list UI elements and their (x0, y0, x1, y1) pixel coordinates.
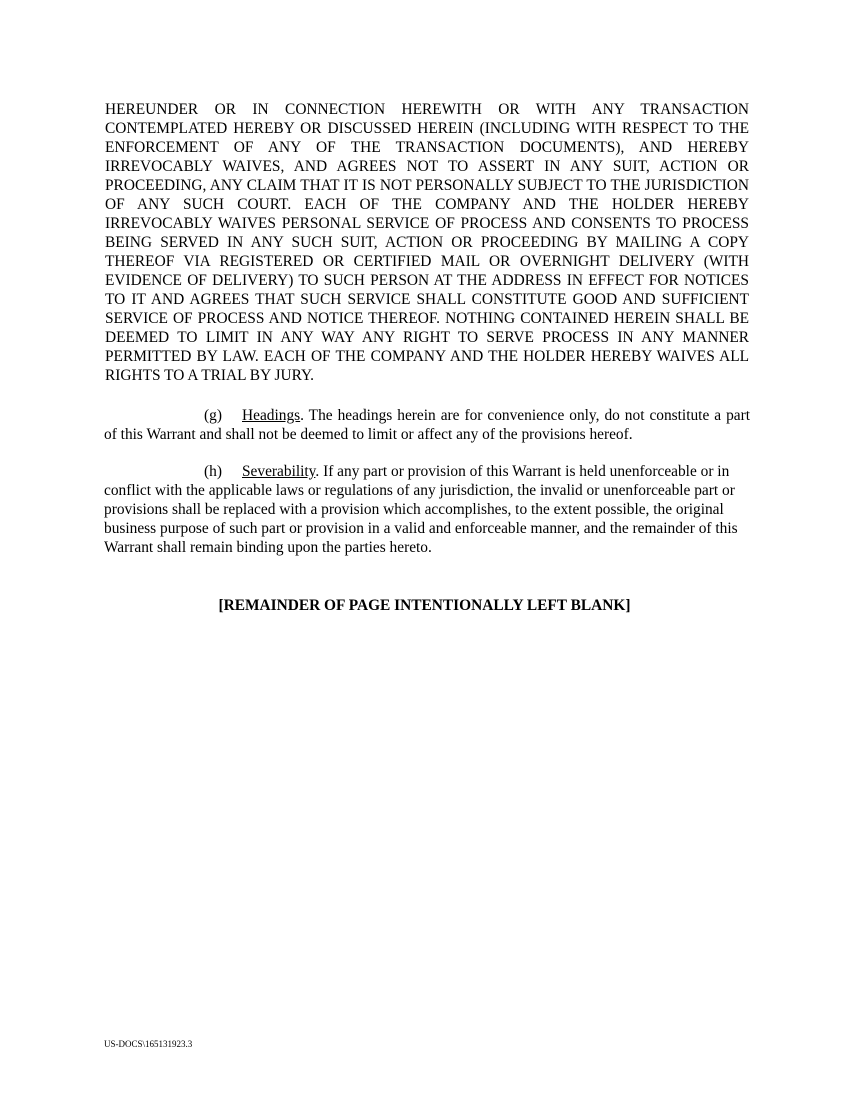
jurisdiction-waiver-paragraph: HEREUNDER OR IN CONNECTION HEREWITH OR WITH ANY TRANSACTION CONTEMPLATED HEREBY OR DISCUSSED HEREIN (INCLUDING WITH RESPECT TO THE ENFORCEMENT OF ANY OF THE TRANSACTION DOCUMENTS), AND HEREBY IRREVOCABLY WAIVES, AND AGREES NOT TO ASSERT IN ANY SUIT, ACTION OR PROCEEDING, ANY CLAIM THAT IT IS NOT PERSONALLY SUBJECT TO THE JURISDICTION OF ANY SUCH COURT. EACH OF THE COMPANY AND THE HOLDER HEREBY IRREVOCABLY WAIVES PERSONAL SERVICE OF PROCESS AND CONSENTS TO PROCESS BEING SERVED IN ANY SUCH SUIT, ACTION OR PROCEEDING BY MAILING A COPY THEREOF VIA REGISTERED OR CERTIFIED MAIL OR OVERNIGHT DELIVERY (WITH EVIDENCE OF DELIVERY) TO SUCH PERSON AT THE ADDRESS IN EFFECT FOR NOTICES TO IT AND AGREES THAT SUCH SERVICE SHALL CONSTITUTE GOOD AND SUFFICIENT SERVICE OF PROCESS AND NOTICE THEREOF. NOTHING CONTAINED HEREIN SHALL BE DEEMED TO LIMIT IN ANY WAY ANY RIGHT TO SERVE PROCESS IN ANY MANNER PERMITTED BY LAW. EACH OF THE COMPANY AND THE HOLDER HEREBY WAIVES ALL RIGHTS TO A TRIAL BY JURY. (105, 101, 749, 384)
section-g-title: Headings (242, 407, 301, 424)
remainder-blank-notice: [REMAINDER OF PAGE INTENTIONALLY LEFT BLANK] (218, 597, 631, 614)
section-g-body: . The headings herein are for convenience only, do not constitute a part of this Warrant and shall not be deemed to limit or affect any of the provisions hereof. (104, 407, 750, 443)
section-h-title: Severability (242, 463, 316, 480)
section-h-number: (h) (204, 463, 222, 480)
section-g-number: (g) (204, 407, 222, 424)
section-g-headings (104, 406, 750, 444)
footer-document-id: US-DOCS\165131923.3 (104, 1039, 193, 1049)
section-h-body: . If any part or provision of this Warrant is held unenforceable or in conflict with the applicable laws or regulations of any jurisdiction, the invalid or unenforceable part or provisions shall be replaced with a provision which accomplishes, to the extent possible, the original business purpose of such part or provision in a valid and enforceable manner, and the remainder of this Warrant shall remain binding upon the parties hereto. (104, 463, 738, 556)
section-h-severability (104, 462, 750, 557)
